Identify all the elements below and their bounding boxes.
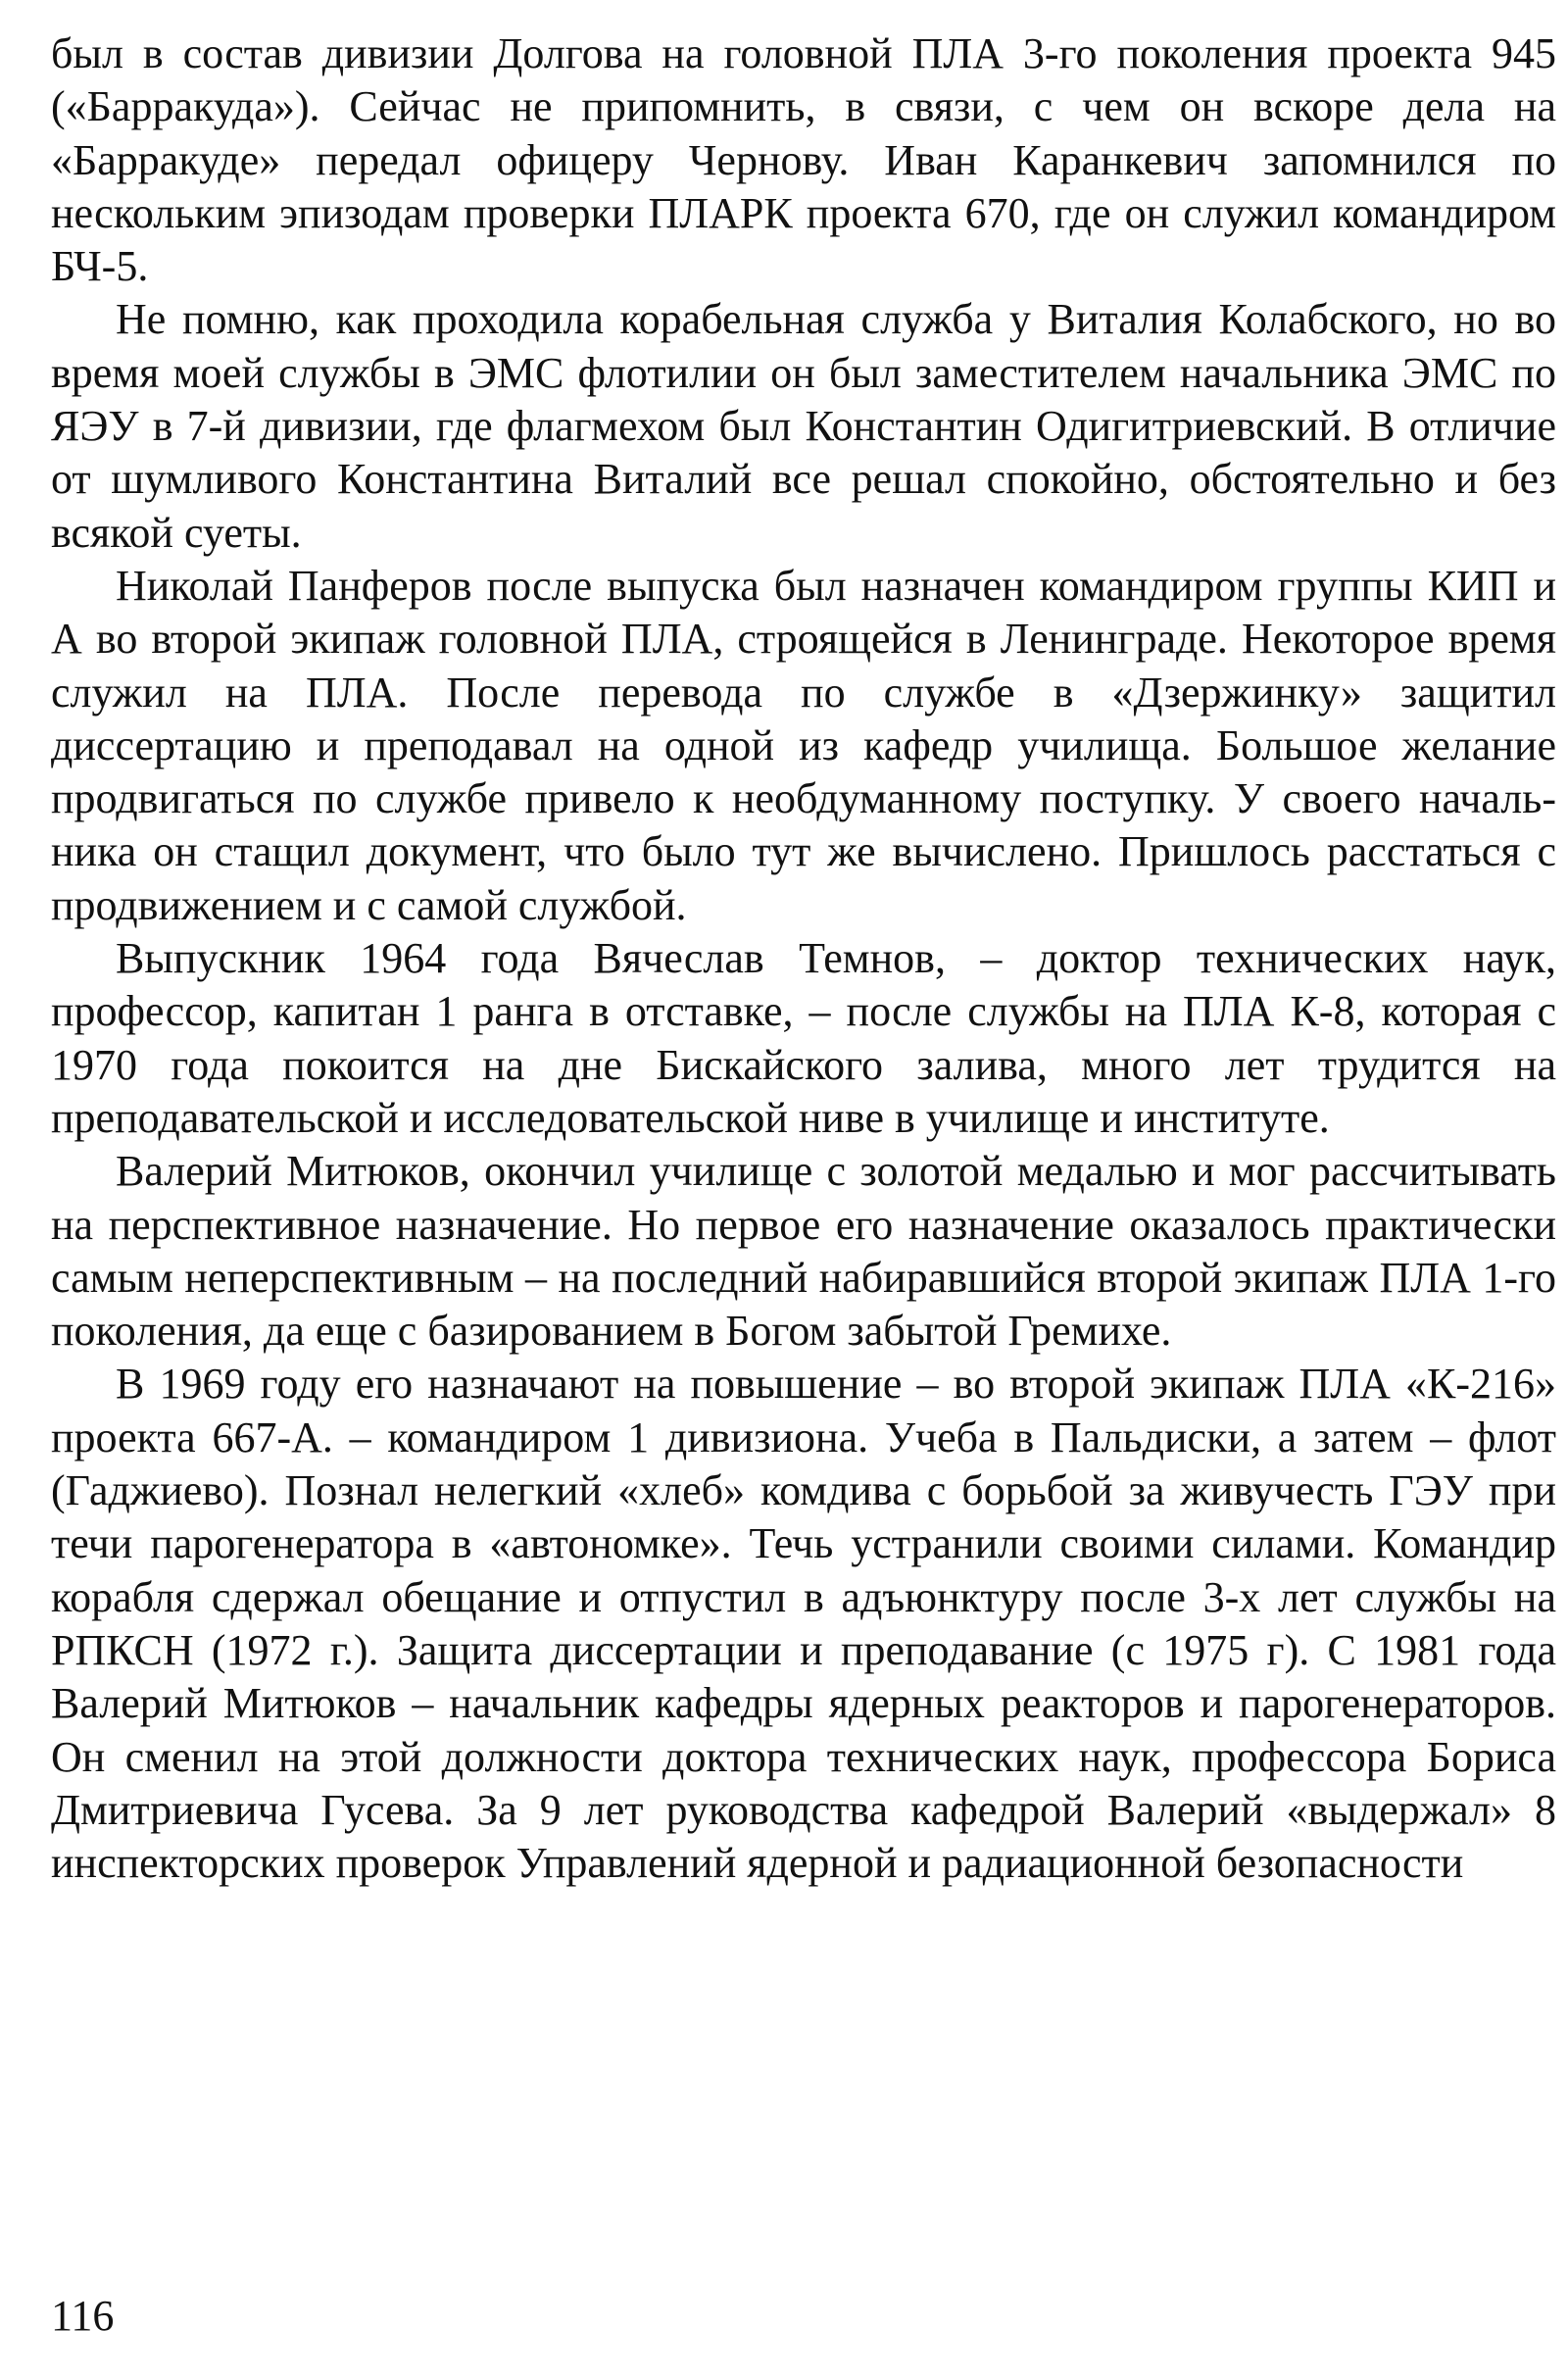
paragraph-4: Выпускник 1964 года Вячеслав Темнов, – доктор технических наук, профессор, капитан 1 ранга в отставке, – после службы на ПЛА К-8, которая с 1970 года покоится на дне Бискайского залива, много лет трудится на преподавательской и исследовательской ниве в училище и институте.: [51, 934, 1556, 1142]
paragraph-6: В 1969 году его назначают на повышение – во второй экипаж ПЛА «К-216» проекта 667-А. – командиром 1 дивизиона. Учеба в Пальдиски, а затем – флот (Гаджиево). Познал нелегкий «хлеб» комдива с борьбой за живучесть ГЭУ при течи парогенератора в «автономке». Течь устранили своими силами. Командир корабля сдержал обещание и отпустил в адъюнктуру после 3-х лет службы на РПКСН (1972 г.). Защита диссертации и преподавание (с 1975 г). С 1981 года Валерий Митюков – начальник кафедры ядерных реакторов и парогенераторов. Он сменил на этой должности доктора технических наук, профессора Бориса Дмитриевича Гусева. За 9 лет руководства кафедрой Валерий «выдержал» 8 инспекторских проверок Управлений ядерной и радиационной безопасности: [51, 1360, 1556, 1888]
paragraph-5: Валерий Митюков, окончил училище с золотой медалью и мог рассчитывать на перспективное назначение. Но первое его назначение оказалось практически самым неперспективным – на последний набиравшийся второй экипаж ПЛА 1-го поколения, да еще с базированием в Богом забытой Гремихе.: [51, 1147, 1556, 1356]
paragraph-2: Не помню, как проходила корабельная служба у Виталия Колабского, но во время моей службы в ЭМС флотилии он был заместителем начальника ЭМС по ЯЭУ в 7-й дивизии, где флагмехом был Константин Одигитриевский. В отличие от шумливого Константина Виталий все решал спокойно, обстоятельно и без всякой суеты.: [51, 295, 1556, 557]
paragraph-3: Николай Панферов после выпуска был назначен командиром группы КИП и А во второй экипаж головной ПЛА, строящейся в Ленинграде. Некоторое время служил на ПЛА. После перевода по службе в «Дзержинку» защитил диссертацию и преподавал на одной из кафедр училища. Большое желание продвигаться по службе привело к необдуманному поступку. У своего начальника он стащил документ, что было тут же вычислено. Пришлось расстаться с продвижением и с самой службой.: [51, 561, 1556, 929]
page-body: [51, 27, 1556, 1890]
page-number: 116: [51, 2292, 115, 2340]
paragraph-1: был в состав дивизии Долгова на головной ПЛА 3-го поколения проекта 945 («Барракуда»). Сейчас не припомнить, в связи, с чем он вскоре дела на «Барракуде» передал офицеру Чернову. Иван Каранкевич запомнился по нескольким эпизодам проверки ПЛАРК проекта 670, где он служил командиром БЧ-5.: [51, 29, 1556, 291]
